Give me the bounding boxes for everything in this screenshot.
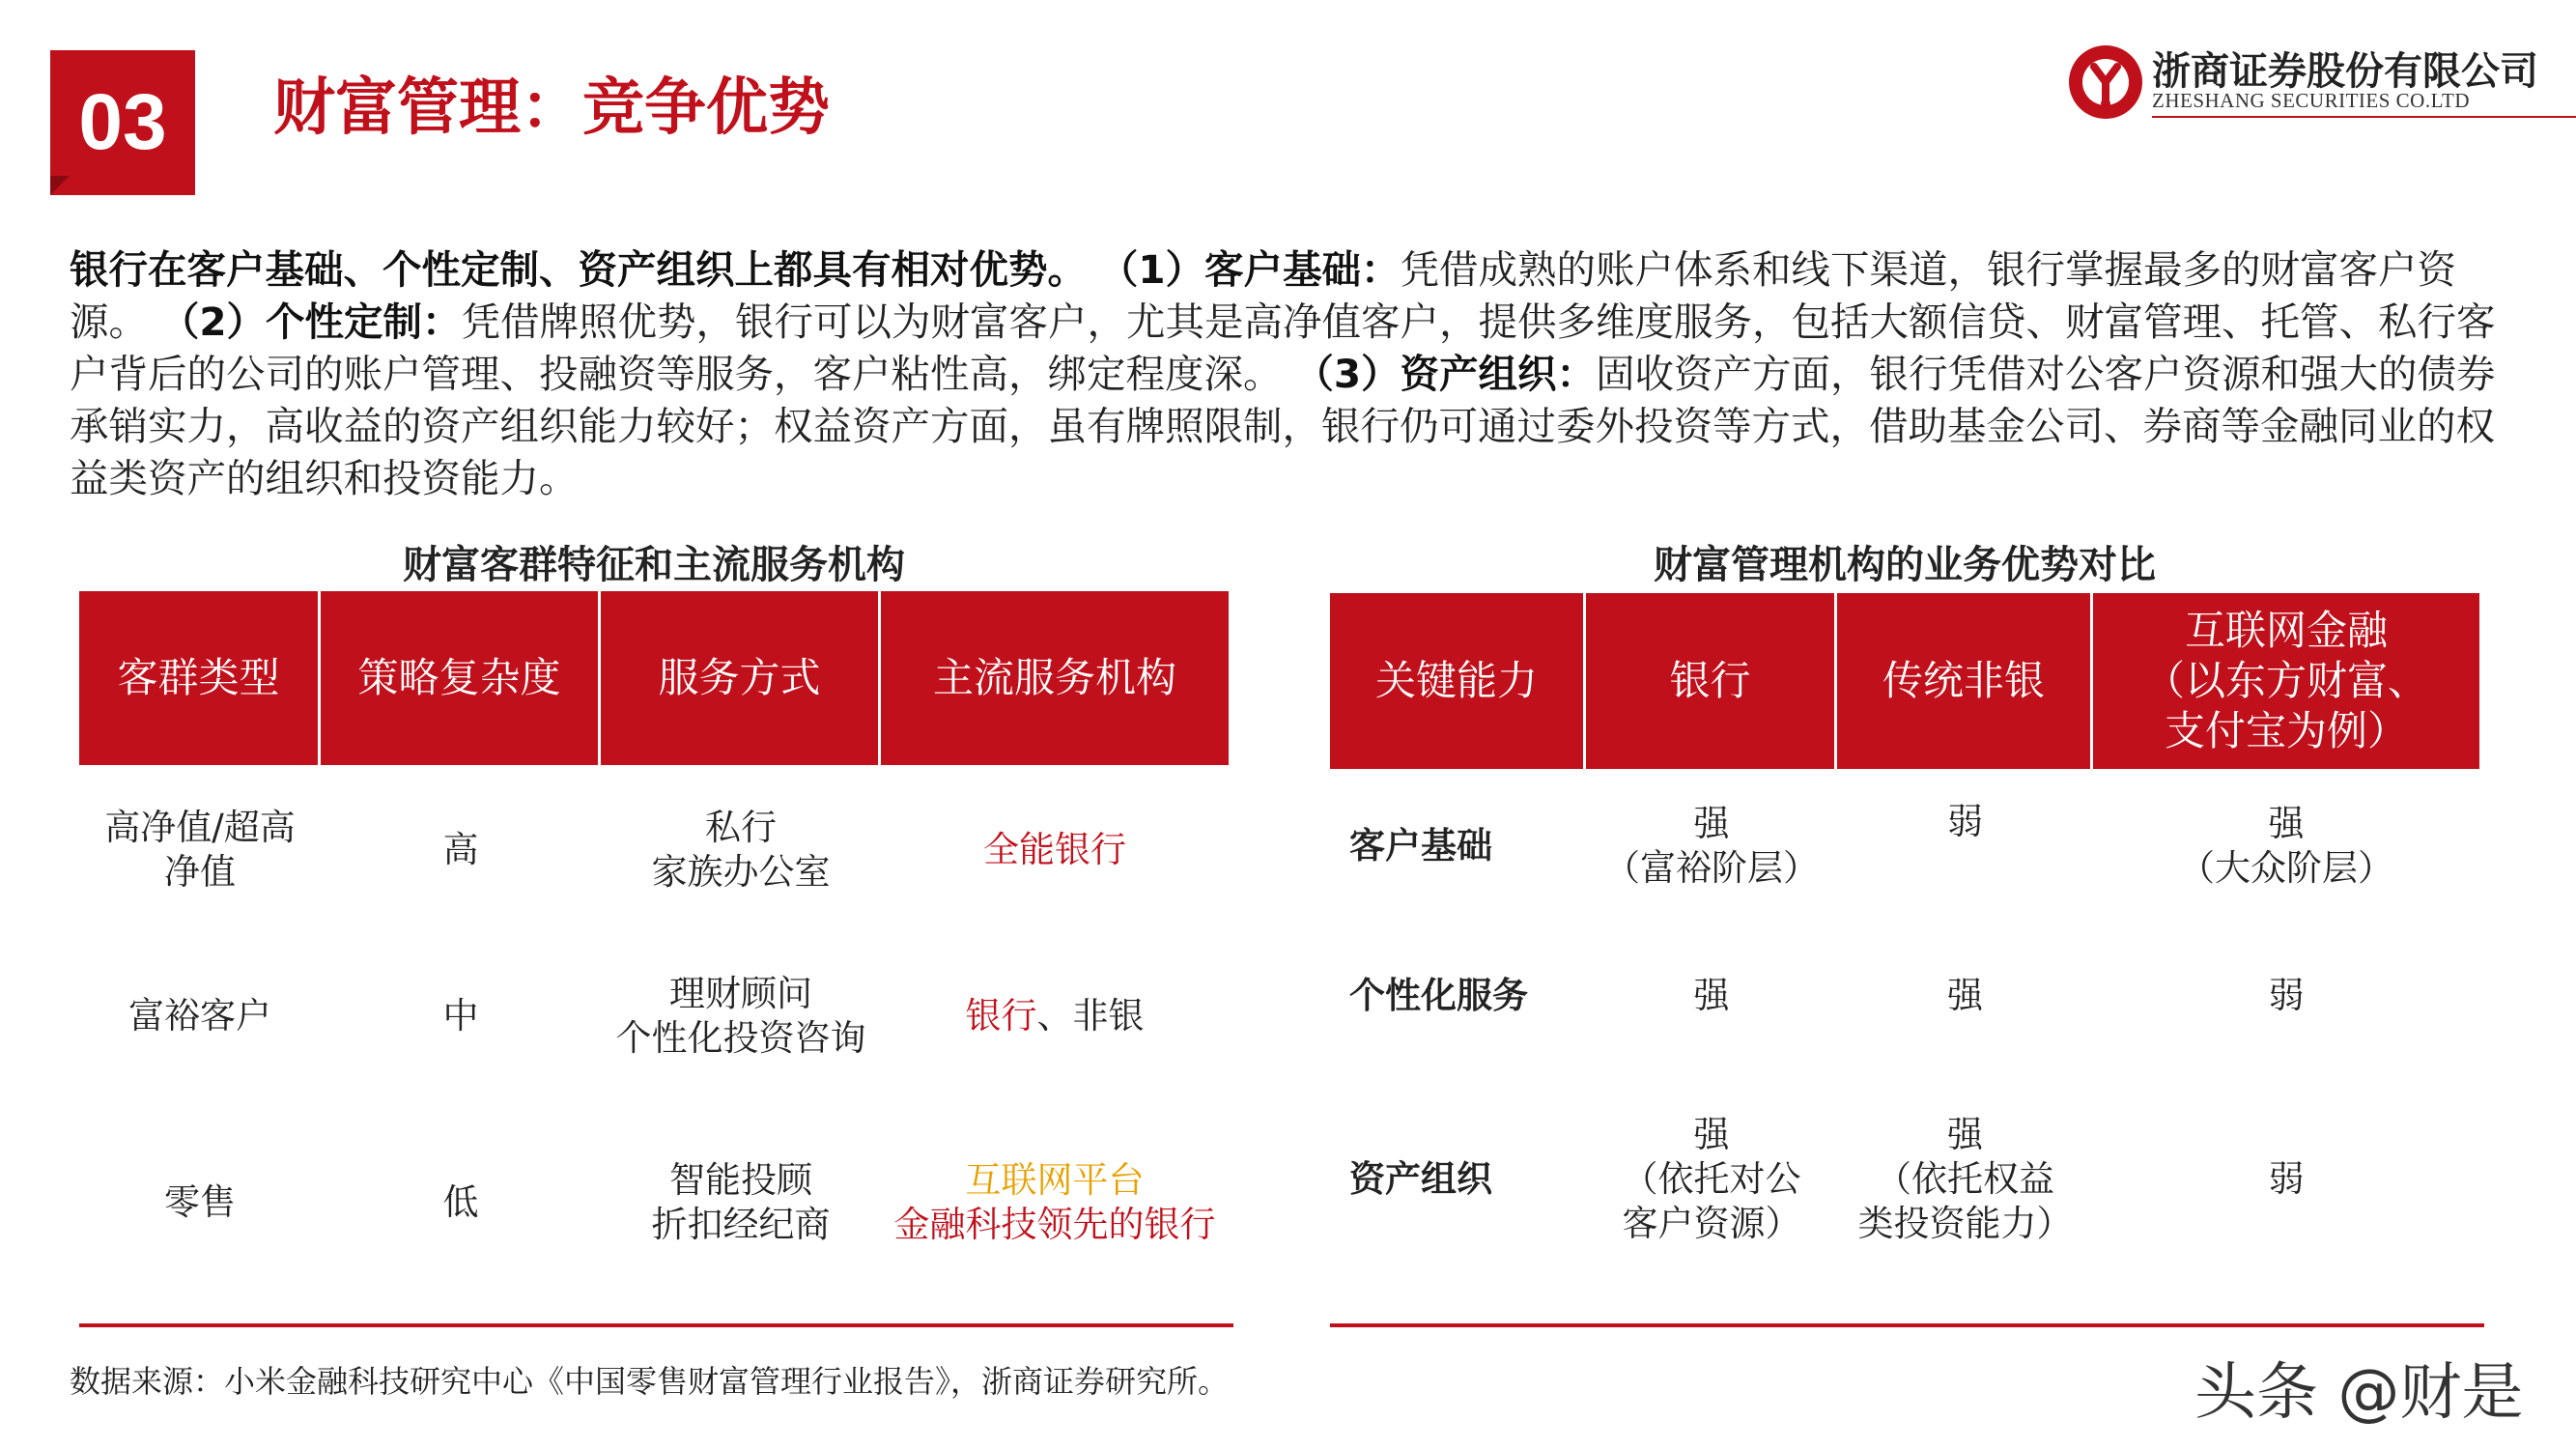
- cell-service: 理财顾问 个性化投资咨询: [615, 973, 866, 1059]
- cell-complexity: 低: [442, 1180, 479, 1223]
- logo-underline: [2152, 116, 2576, 118]
- header-bank: 银行: [1586, 593, 1837, 769]
- intro-point-3-label: （3）资产组织：: [1294, 351, 1597, 397]
- header-service-method: 服务方式: [601, 591, 881, 765]
- zheshang-logo-icon: [2067, 43, 2144, 121]
- right-table-bottom-rule: [1330, 1323, 2484, 1327]
- table-row: [1330, 1068, 2479, 1291]
- cell-bank: 强: [1693, 975, 1730, 1016]
- institution-advantage-table: [1330, 593, 2479, 1291]
- section-number: 03: [78, 78, 167, 166]
- intro-lead: 银行在客户基础、个性定制、资产组织上都具有相对优势。: [70, 246, 1087, 293]
- cell-nonbank: 强 （依托权益 类投资能力）: [1857, 1114, 2073, 1244]
- header-strategy-complexity: 策略复杂度: [321, 591, 601, 765]
- cell-institution: 银行、非银: [965, 995, 1145, 1037]
- cell-complexity: 高: [442, 828, 479, 870]
- logo-company-name-cn: 浙商证券股份有限公司: [2152, 48, 2538, 94]
- intro-point-3-text: 固收资产方面，银行凭借对公客户资源和强大的债券承销实力，高收益的资产组织能力较好；权益资产方面，虽有牌照限制，银行仍可通过委外投资等方式，借助基金公司、券商等金融同业的权益类资产的组织和投资能力。: [70, 351, 2496, 501]
- header-internet-finance: 互联网金融 （以东方财富、 支付宝为例）: [2093, 593, 2479, 769]
- intro-point-1-label: （1）客户基础：: [1098, 246, 1401, 293]
- company-logo: [2067, 39, 2538, 126]
- cell-nonbank: 弱: [1947, 801, 1983, 842]
- header-key-capability: 关键能力: [1330, 593, 1586, 769]
- page-title: 财富管理：竞争优势: [273, 72, 830, 144]
- cell-client-type: 零售: [164, 1180, 236, 1223]
- header-client-type: 客群类型: [79, 591, 321, 765]
- data-source-note: 数据来源：小米金融科技研究中心《中国零售财富管理行业报告》，浙商证券研究所。: [70, 1363, 1230, 1400]
- table-row: [1330, 769, 2479, 923]
- cell-internet: 强 （大众阶层）: [2179, 803, 2393, 889]
- cell-client-type: 富裕客户: [128, 995, 271, 1037]
- logo-company-name-en: ZHESHANG SECURITIES CO.LTD: [2152, 89, 2470, 112]
- table-row: [79, 765, 1229, 934]
- watermark-text: 头条 @财是: [2194, 1357, 2524, 1429]
- header-traditional-nonbank: 传统非银: [1837, 593, 2093, 769]
- intro-point-2-label: （2）个性定制：: [159, 298, 462, 345]
- left-table-title: 财富客群特征和主流服务机构: [403, 543, 905, 587]
- cell-bank: 强 （依托对公 客户资源）: [1622, 1114, 1801, 1244]
- section-number-badge: [50, 50, 195, 195]
- row-label: 资产组织: [1349, 1158, 1492, 1200]
- cell-institution: 全能银行: [983, 828, 1126, 870]
- cell-institution: 互联网平台 金融科技领先的银行: [893, 1158, 1216, 1245]
- client-segment-table: [79, 591, 1229, 1306]
- cell-client-type: 高净值/超高 净值: [104, 806, 296, 893]
- cell-service: 私行 家族办公室: [651, 806, 831, 893]
- intro-paragraph: [70, 243, 2504, 504]
- badge-corner-decoration: [50, 176, 70, 195]
- header-main-institution: 主流服务机构: [881, 591, 1229, 765]
- intro-point-2-text: 凭借牌照优势，银行可以为财富客户，尤其是高净值客户，提供多维度服务，包括大额信贷、财富管理、托管、私行客户背后的公司的账户管理、投融资等服务，客户粘性高，绑定程度深。: [70, 298, 2496, 397]
- table-row: [1330, 923, 2479, 1068]
- left-table-bottom-rule: [79, 1323, 1233, 1327]
- cell-complexity: 中: [442, 995, 479, 1037]
- row-label: 客户基础: [1349, 825, 1492, 867]
- cell-internet: 弱: [2268, 975, 2305, 1016]
- cell-service: 智能投顾 折扣经纪商: [651, 1158, 831, 1245]
- intro-point-1-text: 凭借成熟的账户体系和线下渠道，银行掌握最多的财富客户资源。: [70, 246, 2457, 345]
- right-table-title: 财富管理机构的业务优势对比: [1654, 543, 2156, 587]
- cell-nonbank: 强: [1947, 975, 1983, 1016]
- row-label: 个性化服务: [1349, 975, 1528, 1016]
- cell-bank: 强 （富裕阶层）: [1604, 803, 1819, 889]
- cell-internet: 弱: [2268, 1158, 2305, 1200]
- table-row: [79, 1098, 1229, 1306]
- table-row: [79, 934, 1229, 1098]
